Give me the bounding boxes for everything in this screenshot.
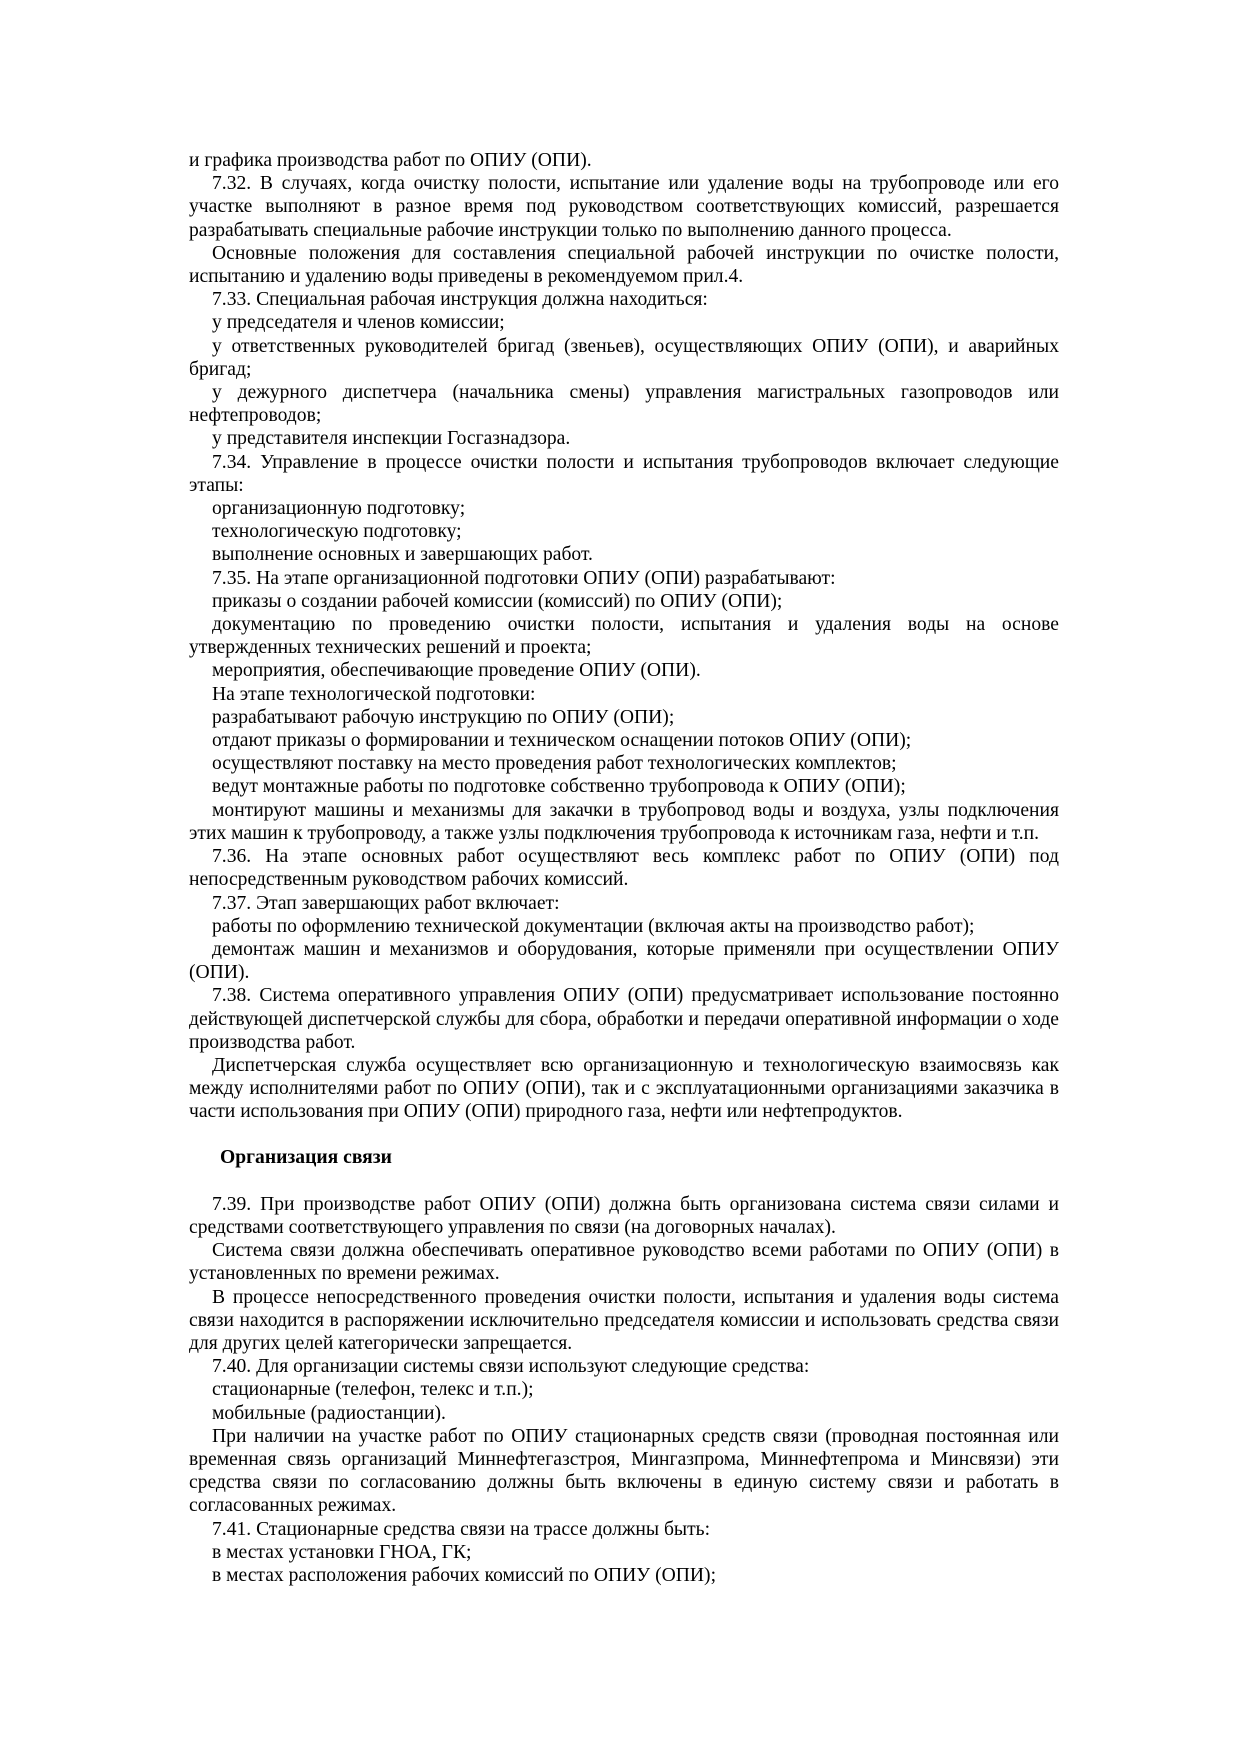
paragraph: у председателя и членов комиссии; xyxy=(212,312,505,334)
paragraph: мобильные (радиостанции). xyxy=(212,1402,446,1424)
paragraph: 7.34. Управление в процессе очистки полости и испытания трубопроводов включает следующие этапы: xyxy=(189,451,1059,496)
paragraph: организационную подготовку; xyxy=(212,498,466,520)
paragraph: В процессе непосредственного проведения очистки полости, испытания и удаления воды система связи находится в распоряжении исключительно председателя комиссии и использовать средства связи для других целей категорически запрещается. xyxy=(189,1286,1059,1354)
paragraph: монтируют машины и механизмы для закачки в трубопровод воды и воздуха, узлы подключения этих машин к трубопроводу, а также узлы подключения трубопровода к источникам газа, нефти и т.п. xyxy=(189,799,1059,844)
paragraph: и графика производства работ по ОПИУ (ОПИ). xyxy=(189,150,592,171)
paragraph: демонтаж машин и механизмов и оборудования, которые применяли при осуществлении ОПИУ (ОПИ). xyxy=(189,938,1059,984)
paragraph: На этапе технологической подготовки: xyxy=(212,683,536,705)
paragraph: стационарные (телефон, телекс и т.п.); xyxy=(212,1379,534,1401)
paragraph: в местах расположения рабочих комиссий по ОПИУ (ОПИ); xyxy=(212,1564,717,1586)
paragraph: 7.41. Стационарные средства связи на трассе должны быть: xyxy=(212,1518,711,1540)
paragraph: 7.33. Специальная рабочая инструкция должна находиться: xyxy=(212,289,708,311)
paragraph: 7.40. Для организации системы связи используют следующие средства: xyxy=(212,1356,810,1378)
paragraph: Диспетчерская служба осуществляет всю организационную и технологическую взаимосвязь как между исполнителями работ по ОПИУ (ОПИ), так и с эксплуатационными организациями заказчика в части использования при ОПИУ (ОПИ) природного газа, нефти или нефтепродуктов. xyxy=(189,1054,1059,1123)
document-page xyxy=(189,149,1059,1587)
paragraph: в местах установки ГНОА, ГК; xyxy=(212,1541,472,1563)
paragraph: 7.37. Этап завершающих работ включает: xyxy=(212,892,560,914)
paragraph: работы по оформлению технической документации (включая акты на производство работ); xyxy=(212,915,975,937)
paragraph: выполнение основных и завершающих работ. xyxy=(212,544,593,566)
section-bottom xyxy=(189,1193,1059,1587)
paragraph: технологическую подготовку; xyxy=(212,521,462,543)
paragraph: мероприятия, обеспечивающие проведение ОПИУ (ОПИ). xyxy=(212,660,701,682)
paragraph: разрабатывают рабочую инструкцию по ОПИУ (ОПИ); xyxy=(212,706,675,728)
section-top xyxy=(189,149,1059,1124)
paragraph: у ответственных руководителей бригад (звеньев), осуществляющих ОПИУ (ОПИ), и аварийных бригад; xyxy=(189,335,1059,380)
paragraph: 7.35. На этапе организационной подготовки ОПИУ (ОПИ) разрабатывают: xyxy=(212,567,836,589)
paragraph: осуществляют поставку на место проведения работ технологических комплектов; xyxy=(212,753,897,775)
paragraph: При наличии на участке работ по ОПИУ стационарных средств связи (проводная постоянная или временная связь организаций Миннефтегазстроя, Мингазпрома, Миннефтепрома и Минсвязи) эти средства связи по согласованию должны быть включены в единую систему связи и работать в согласованных режимах. xyxy=(189,1425,1059,1517)
paragraph: отдают приказы о формировании и техническом оснащении потоков ОПИУ (ОПИ); xyxy=(212,730,912,752)
paragraph: 7.36. На этапе основных работ осуществляют весь комплекс работ по ОПИУ (ОПИ) под непосредственным руководством рабочих комиссий. xyxy=(189,846,1059,891)
paragraph: Система связи должна обеспечивать оперативное руководство всеми работами по ОПИУ (ОПИ) в установленных по времени режимах. xyxy=(189,1240,1059,1285)
paragraph: 7.38. Система оперативного управления ОПИУ (ОПИ) предусматривает использование постоянно действующей диспетчерской службы для сбора, обработки и передачи оперативной информации о ходе производства работ. xyxy=(189,985,1059,1053)
paragraph: у представителя инспекции Госгазнадзора. xyxy=(212,428,571,450)
paragraph: у дежурного диспетчера (начальника смены) управления магистральных газопроводов или нефтепроводов; xyxy=(189,382,1059,427)
paragraph: Основные положения для составления специальной рабочей инструкции по очистке полости, испытанию и удалению воды приведены в рекомендуемом прил.4. xyxy=(189,242,1059,288)
paragraph: документацию по проведению очистки полости, испытания и удаления воды на основе утвержденных технических решений и проекта; xyxy=(189,614,1059,659)
paragraph: 7.32. В случаях, когда очистку полости, испытание или удаление воды на трубопроводе или его участке выполняют в разное время под руководством соответствующих комиссий, разрешается разрабатывать специальные рабочие инструкции только по выполнению данного процесса. xyxy=(189,173,1059,241)
paragraph: ведут монтажные работы по подготовке собственно трубопровода к ОПИУ (ОПИ); xyxy=(212,776,906,798)
section-heading: Организация связи xyxy=(220,1146,392,1168)
paragraph: 7.39. При производстве работ ОПИУ (ОПИ) должна быть организована система связи силами и средствами соответствующего управления по связи (на договорных началах). xyxy=(189,1193,1059,1238)
paragraph: приказы о создании рабочей комиссии (комиссий) по ОПИУ (ОПИ); xyxy=(212,590,783,612)
